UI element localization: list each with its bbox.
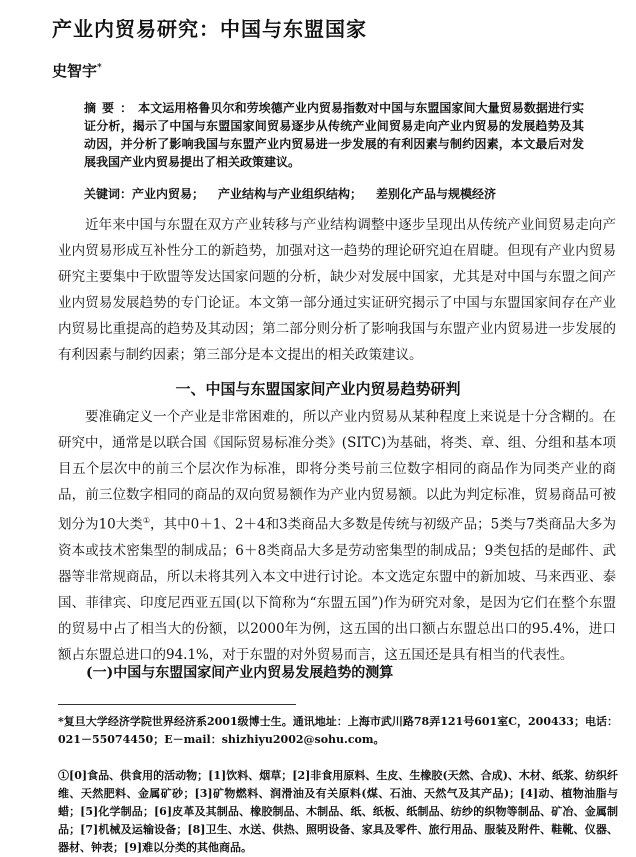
abstract-text: 本文运用格鲁贝尔和劳埃德产业内贸易指数对中国与东盟国家间大量贸易数据进行实证分析，揭示了中国与东盟国家间贸易逐步从传统产业间贸易走向产业内贸易的发展趋势及其动因，并分析了影响我国与东盟产业内贸易进一步发展的有利因素与制约因素，本文最后对发展我国产业内贸易提出了相关政策建议。: [84, 101, 584, 169]
footnote-1: ①[0]食品、供食用的活动物；[1]饮料、烟草；[2]非食用原料、生皮、生橡胶(天然、合成)、木材、纸浆、纺织纤维、天然肥料、金属矿砂；[3]矿物燃料、润滑油及有关原料(煤、石油、天然气及其产品)；[4]动、植物油脂与蜡；[5]化学制品；[6]皮革及其制品、橡胶制品、木制品、纸、纸板、纸制品、纺纱的织物等制品、矿冶、金属制品；[7]机械及运输设备；[8]卫生、水送、供热、照明设备、家具及零件、旅行用品、服装及附件、鞋靴、仪器、器材、钟表；[9]难以分类的其他商品。: [58, 769, 618, 854]
footnote-ref-1[interactable]: ①: [142, 516, 151, 525]
keyword-item: 产业结构与产业组织结构；: [218, 187, 363, 201]
subsection-heading: (一)中国与东盟国家间产业内贸易发展趋势的测算: [86, 665, 394, 681]
footnote-divider: [58, 704, 296, 705]
keywords: [84, 185, 604, 202]
author-footnote: *复旦大学经济学院世界经济系2001级博士生。通讯地址：上海市武川路78弄121号601室C，200433；电话：021－55074450；E－mail：shizhiyu2002@sohu.com。: [58, 715, 618, 746]
author-name: 史智宇: [52, 62, 98, 80]
paragraph-text-after: ，其中0＋1、2＋4和3类商品大多数是传统与初级产品；5类与7类商品大多为资本或技术密集型的制成品；6＋8类商品大多是劳动密集型的制成品；9类包括的是邮件、武器等非常规商品，所以未将其列入本文中进行讨论。本文选定东盟中的新加坡、马来西亚、泰国、菲律宾、印度尼西亚五国(以下简称为“东盟五国”)作为研究对象，是因为它们在整个东盟的贸易中占了相当大的份额，以2000年为例，这五国的出口额占东盟总出口的95.4%，进口额占东盟总进口的94.1%，对于东盟的对外贸易而言，这五国还是具有相当的代表性。: [58, 516, 617, 663]
author-note-mark: *: [97, 63, 102, 73]
keywords-label: 关键词：: [84, 187, 133, 201]
section-paragraph: [58, 404, 616, 668]
paper-title: 产业内贸易研究：中国与东盟国家: [52, 17, 367, 41]
section-heading: 一、中国与东盟国家间产业内贸易趋势研判: [175, 380, 461, 398]
author-line: [52, 60, 102, 81]
keyword-item: 差别化产品与规模经济: [376, 187, 497, 201]
keyword-item: 产业内贸易；: [132, 187, 205, 201]
abstract-label: 摘要：: [84, 101, 139, 115]
abstract: [84, 99, 584, 171]
paragraph-text-before: 要准确定义一个产业是非常困难的，所以产业内贸易从某种程度上来说是十分含糊的。在研究中，通常是以联合国《国际贸易标准分类》(SITC)为基础，将类、章、组、分组和基本项目五个层次中的前三个层次作为标准，即将分类号前三位数字相同的商品作为同类产业的商品，前三位数字相同的商品的双向贸易额作为产业内贸易额。以此为判定标准，贸易商品可被划分为10大类: [58, 409, 616, 533]
intro-paragraph: 近年来中国与东盟在双方产业转移与产业结构调整中逐步呈现出从传统产业间贸易走向产业内贸易形成互补性分工的新趋势，加强对这一趋势的理论研究迫在眉睫。但现有产业内贸易研究主要集中于欧盟等发达国家问题的分析，缺少对发展中国家，尤其是对中国与东盟之间产业内贸易发展趋势的专门论证。本文第一部分通过实证研究揭示了中国与东盟国家间存在产业内贸易比重提高的趋势及其动因；第二部分则分析了影响我国与东盟产业内贸易进一步发展的有利因素与制约因素；第三部分是本文提出的相关政策建议。: [58, 217, 616, 363]
